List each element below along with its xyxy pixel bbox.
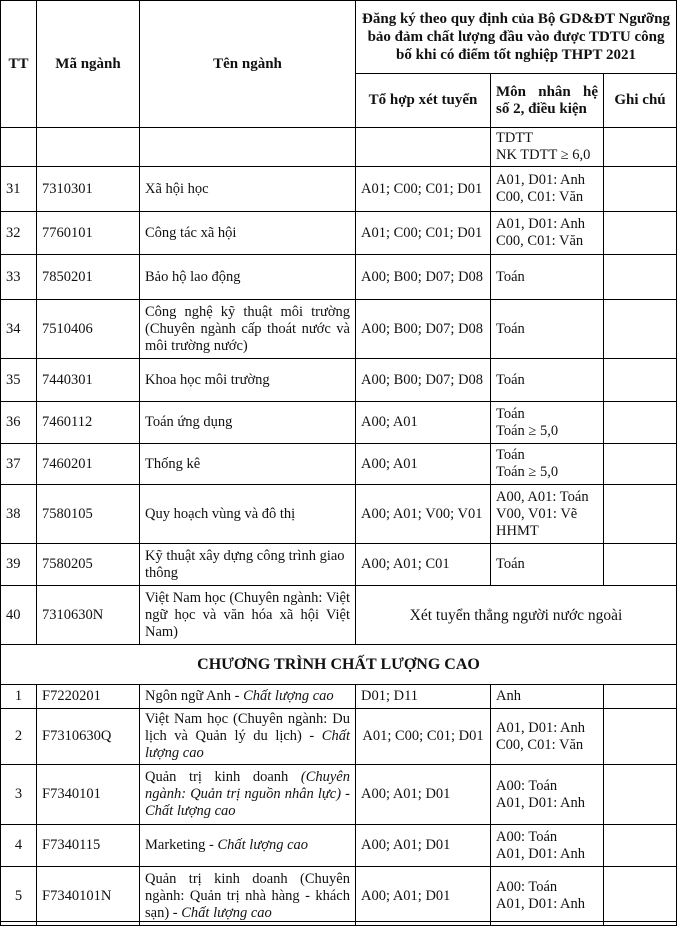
cell-mon-nhan: Anh [491, 685, 604, 709]
cell-ghi-chu [604, 709, 677, 765]
cell-ten-italic: (Chuyên ngành: Quản trị nguồn nhân lực) - Chất lượng cao [145, 769, 350, 819]
cell-to-hop: A00; A01; D01 [356, 867, 491, 926]
table-row [1, 709, 677, 765]
cell-ten: Công tác xã hội [140, 212, 356, 255]
cell-to-hop: A00; A01; C01 [356, 544, 491, 586]
cell-ten-italic: Chất lượng cao [181, 904, 272, 921]
cell-ghi-chu [604, 300, 677, 359]
cell-ma: 7460201 [37, 444, 140, 485]
table-row [1, 586, 677, 645]
table-row [1, 167, 677, 212]
cell-ghi-chu [604, 402, 677, 444]
cell-ten-plain: Quản trị kinh doanh (Chuyên ngành: Quản trị nhà hàng - khách sạn) - [145, 870, 350, 921]
cell-ma: 7850201 [37, 255, 140, 300]
cell-ten [140, 128, 356, 167]
cell-ghi-chu [604, 485, 677, 544]
cell-ma: 7760101 [37, 212, 140, 255]
cell-to-hop: A00; B00; D07; D08 [356, 300, 491, 359]
table-row [1, 402, 677, 444]
cell-to-hop [356, 128, 491, 167]
cell-ten: Bảo hộ lao động [140, 255, 356, 300]
cell-ma: 7510406 [37, 300, 140, 359]
cell-tt: 3 [1, 765, 37, 825]
table-row-carry [1, 128, 677, 167]
header-mon-nhan: Môn nhân hệ số 2, điều kiện [491, 74, 604, 128]
cell-ghi-chu [604, 255, 677, 300]
table-row [1, 212, 677, 255]
cell-ma: F7220201 [37, 685, 140, 709]
cell-ten [140, 765, 356, 825]
cell-merged-note: Xét tuyển thẳng người nước ngoài [356, 586, 677, 645]
cell-ma: F7340101 [37, 765, 140, 825]
cell-mon-nhan: A01, D01: Anh C00, C01: Văn [491, 212, 604, 255]
cell-ma: 7310301 [37, 167, 140, 212]
cell-to-hop: A00; A01; V00; V01 [356, 485, 491, 544]
cell-ma: 7580105 [37, 485, 140, 544]
cell-mon-nhan: A00: Toán A01, D01: Anh [491, 825, 604, 867]
cell-mon-nhan: Toán Toán ≥ 5,0 [491, 402, 604, 444]
table-row [1, 825, 677, 867]
cell-ten-plain: Quản trị kinh doanh [145, 769, 301, 785]
cell-to-hop: A01; C00; C01; D01 [356, 167, 491, 212]
cell-tt: 4 [1, 825, 37, 867]
table-row [1, 867, 677, 926]
cell-ma: 7440301 [37, 359, 140, 402]
cell-ten [140, 709, 356, 765]
cell-ten-plain: Ngôn ngữ Anh - [145, 688, 244, 704]
table-row [1, 300, 677, 359]
cell-tt: 32 [1, 212, 37, 255]
cell-mon-nhan: A01, D01: Anh C00, C01: Văn [491, 167, 604, 212]
cell-tt: 40 [1, 586, 37, 645]
cell-ten: Công nghệ kỹ thuật môi trường (Chuyên ngành cấp thoát nước và môi trường nước) [140, 300, 356, 359]
cell-ten: Việt Nam học (Chuyên ngành: Việt ngữ học và văn hóa xã hội Việt Nam) [140, 586, 356, 645]
cell-ghi-chu [604, 544, 677, 586]
cell-ten: Quy hoạch vùng và đô thị [140, 485, 356, 544]
cell-to-hop: A00; A01 [356, 444, 491, 485]
cell-mon-nhan: Toán Toán ≥ 5,0 [491, 444, 604, 485]
cell-ghi-chu [604, 128, 677, 167]
cell-ma: 7310630N [37, 586, 140, 645]
cell-to-hop: A01; C00; C01; D01 [356, 709, 491, 765]
cell-ten [140, 825, 356, 867]
header-ghi-chu: Ghi chú [604, 74, 677, 128]
cell-ghi-chu [604, 765, 677, 825]
cell-ma: F7310630Q [37, 709, 140, 765]
cell-ghi-chu [604, 867, 677, 926]
cell-ghi-chu [604, 825, 677, 867]
cell-tt: 33 [1, 255, 37, 300]
cell-ma: 7460112 [37, 402, 140, 444]
cell-ten [140, 867, 356, 926]
table-row [1, 255, 677, 300]
cell-to-hop: A00; A01 [356, 402, 491, 444]
table-row [1, 485, 677, 544]
cell-ghi-chu [604, 444, 677, 485]
cell-mon-nhan: A00: Toán A01, D01: Anh [491, 867, 604, 926]
cell-ten-plain: Marketing - [145, 837, 218, 853]
cell-tt: 36 [1, 402, 37, 444]
cell-mon-nhan: A01, D01: Anh C00, C01: Văn [491, 709, 604, 765]
cell-mon-nhan: TDTT NK TDTT ≥ 6,0 [491, 128, 604, 167]
table-bottom-rule [0, 921, 676, 922]
cell-tt: 2 [1, 709, 37, 765]
header-group-title: Đăng ký theo quy định của Bộ GD&ĐT Ngưỡng bảo đảm chất lượng đầu vào được TDTU công bố khi có điểm tốt nghiệp THPT 2021 [356, 1, 677, 74]
table-row [1, 765, 677, 825]
cell-ghi-chu [604, 359, 677, 402]
cell-to-hop: A01; C00; C01; D01 [356, 212, 491, 255]
cell-ten: Thống kê [140, 444, 356, 485]
cell-ten [140, 685, 356, 709]
cell-mon-nhan: Toán [491, 359, 604, 402]
cell-ten-plain: Việt Nam học (Chuyên ngành: Du lịch và Quản lý du lịch) - [145, 711, 350, 744]
header-to-hop: Tổ hợp xét tuyển [356, 74, 491, 128]
cell-to-hop: A00; B00; D07; D08 [356, 255, 491, 300]
cell-ma: 7580205 [37, 544, 140, 586]
cell-tt: 1 [1, 685, 37, 709]
cell-tt: 38 [1, 485, 37, 544]
table-row [1, 685, 677, 709]
cell-ten: Toán ứng dụng [140, 402, 356, 444]
cell-ten-italic: Chất lượng cao [243, 688, 334, 704]
cell-tt: 39 [1, 544, 37, 586]
cell-mon-nhan: Toán [491, 255, 604, 300]
header-tt: TT [1, 1, 37, 128]
header-ma-nganh: Mã ngành [37, 1, 140, 128]
cell-tt: 37 [1, 444, 37, 485]
table-row [1, 359, 677, 402]
cell-tt: 31 [1, 167, 37, 212]
cell-mon-nhan: Toán [491, 300, 604, 359]
cell-to-hop: A00; B00; D07; D08 [356, 359, 491, 402]
table-row [1, 444, 677, 485]
cell-ghi-chu [604, 212, 677, 255]
header-ten-nganh: Tên ngành [140, 1, 356, 128]
section-title: CHƯƠNG TRÌNH CHẤT LƯỢNG CAO [1, 645, 677, 685]
cell-to-hop: D01; D11 [356, 685, 491, 709]
cell-tt: 35 [1, 359, 37, 402]
cell-ten: Kỹ thuật xây dựng công trình giao thông [140, 544, 356, 586]
cell-ten-italic: Chất lượng cao [145, 728, 350, 761]
cell-mon-nhan: A00, A01: Toán V00, V01: Vẽ HHMT [491, 485, 604, 544]
cell-ma [37, 128, 140, 167]
cell-tt: 5 [1, 867, 37, 926]
cell-ten: Xã hội học [140, 167, 356, 212]
cell-tt: 34 [1, 300, 37, 359]
cell-to-hop: A00; A01; D01 [356, 765, 491, 825]
cell-mon-nhan: Toán [491, 544, 604, 586]
cell-tt [1, 128, 37, 167]
cell-ten-italic: Chất lượng cao [217, 837, 309, 853]
cell-mon-nhan: A00: Toán A01, D01: Anh [491, 765, 604, 825]
table-row [1, 544, 677, 586]
cell-ten: Khoa học môi trường [140, 359, 356, 402]
cell-ma: F7340101N [37, 867, 140, 926]
cell-ghi-chu [604, 167, 677, 212]
cell-ghi-chu [604, 685, 677, 709]
cell-ma: F7340115 [37, 825, 140, 867]
cell-to-hop: A00; A01; D01 [356, 825, 491, 867]
